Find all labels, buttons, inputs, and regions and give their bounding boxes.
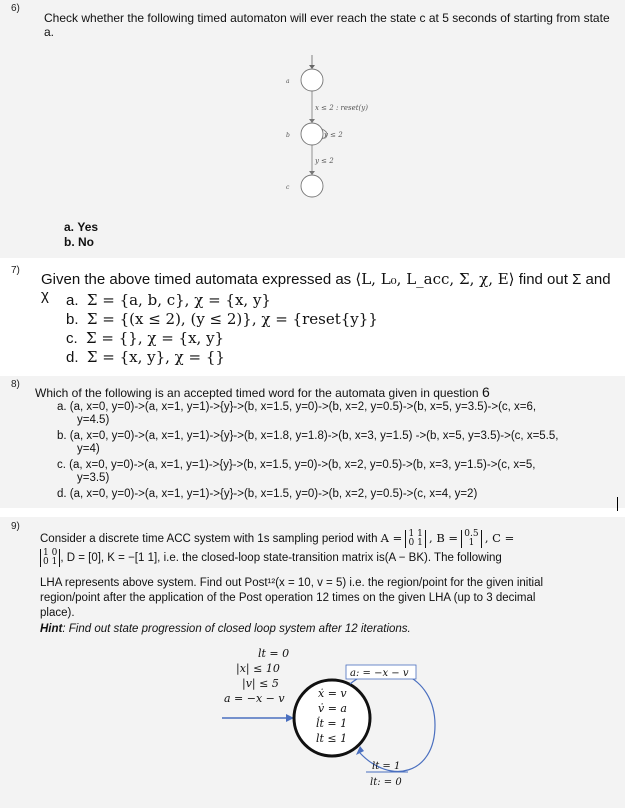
init-v: |v| ≤ 5: [242, 677, 279, 690]
state-c-label: c: [286, 184, 290, 191]
option-text-cont: y=4.5): [77, 414, 110, 426]
flow-v: v̇ = a: [318, 702, 347, 715]
option-text: (a, x=0, y=0)->(a, x=1, y=1)->{y}->(b, x=1.5, y=0)->(b, x=2, y=0.5)->(b, x=3, y=1.5)->(c, x=5,: [69, 459, 536, 471]
state-a: [301, 69, 323, 91]
init-lt: lt = 0: [258, 647, 290, 660]
init-a: a = −x − v: [224, 692, 285, 705]
question-6-prompt: Check whether the following timed automaton will ever reach the state c at 5 seconds of starting from state a.: [44, 11, 610, 39]
state-b: [301, 123, 323, 145]
question-8-prompt: Which of the following is an accepted timed word for the automata given in question 6: [35, 384, 490, 400]
init-x: |x| ≤ 10: [236, 662, 280, 675]
edge-ab-label: x ≤ 2 : reset(y): [315, 104, 368, 112]
state-a-label: a: [286, 78, 290, 85]
lha-diagram: [210, 645, 440, 805]
flow-x: ẋ = v: [318, 687, 347, 700]
option-a[interactable]: a. (a, x=0, y=0)->(a, x=1, y=1)->{y}->(b, x=1.5, y=0)->(b, x=2, y=0.5)->(b, x=5, y=3.5)->(c, x=6, y=4.5): [57, 401, 537, 426]
edge-bc-label: y ≤ 2: [315, 157, 334, 165]
question-9-line2: 1 0 0 1 , D = [0], K = −[1 1], i.e. the closed-loop state-transition matrix is(A − BK). The following: [40, 549, 610, 567]
question-number: 6): [11, 3, 20, 14]
option-text: Σ = {}, χ = {x, y}: [86, 329, 225, 347]
question-9-line1: Consider a discrete time ACC system with 1s sampling period with A = 1 1 0 1 , B = 0.5 1 , C =: [40, 529, 515, 548]
question-9-hint: Hint: Find out state progression of closed loop system after 12 iterations.: [40, 623, 411, 635]
question-9-line3: LHA represents above system. Find out Post¹²(x = 10, v = 5) i.e. the region/point for the given initial: [40, 577, 544, 589]
guard-lt: lt = 1: [372, 761, 401, 772]
question-reference: 6: [481, 384, 490, 400]
matrix-c: 1 0 0 1: [40, 549, 60, 567]
option-a[interactable]: a. Yes: [64, 220, 99, 234]
state-b-label: b: [286, 132, 290, 139]
reset-lt: lt: = 0: [370, 777, 402, 788]
option-text: (a, x=0, y=0)->(a, x=1, y=1)->{y}->(b, x=1.5, y=0)->(b, x=2, y=0.5)->(c, x=4, y=2): [69, 488, 478, 500]
option-c[interactable]: c. (a, x=0, y=0)->(a, x=1, y=1)->{y}->(b, x=1.5, y=0)->(b, x=2, y=0.5)->(b, x=3, y=1.5)->(c, x=5, y=3.5): [57, 459, 536, 484]
option-b[interactable]: b. No: [64, 235, 95, 249]
invariant-lt: lt ≤ 1: [316, 732, 348, 745]
matrix-b: 0.5 1: [461, 530, 481, 548]
option-text: No: [78, 235, 95, 249]
option-d[interactable]: d. (a, x=0, y=0)->(a, x=1, y=1)->{y}->(b, x=1.5, y=0)->(b, x=2, y=0.5)->(c, x=4, y=2): [57, 488, 478, 500]
option-text-cont: y=4): [77, 443, 100, 455]
matrix-a: 1 1 0 1: [405, 530, 425, 548]
option-b[interactable]: b. (a, x=0, y=0)->(a, x=1, y=1)->{y}->(b, x=1.8, y=1.8)->(b, x=3, y=1.5) ->(b, x=5, y=3.5)->(c, x=5.5, y=4): [57, 430, 559, 455]
self-loop-b-label: y ≤ 2: [324, 131, 343, 139]
reset-a: a: = −x − v: [350, 668, 409, 679]
flow-lt: l̇t = 1: [316, 717, 348, 730]
state-c: [301, 175, 323, 197]
question-9-line5: place).: [40, 607, 75, 619]
option-text: Σ = {a, b, c}, χ = {x, y}: [86, 291, 271, 309]
option-b[interactable]: b. Σ = {(x ≤ 2), (y ≤ 2)}, χ = {reset{y}}: [66, 310, 378, 328]
option-a[interactable]: a. Σ = {a, b, c}, χ = {x, y}: [66, 291, 271, 309]
tuple-notation: ⟨L, L₀, L_acc, Σ, χ, E⟩: [355, 270, 515, 288]
option-c[interactable]: c. Σ = {}, χ = {x, y}: [66, 329, 225, 347]
question-number: 9): [11, 521, 20, 532]
option-text: Σ = {x, y}, χ = {}: [86, 348, 225, 366]
option-text: Σ = {(x ≤ 2), (y ≤ 2)}, χ = {reset{y}}: [86, 310, 378, 328]
option-text: (a, x=0, y=0)->(a, x=1, y=1)->{y}->(b, x=1.8, y=1.8)->(b, x=3, y=1.5) ->(b, x=5, y=3.5)->(c, x=5.5,: [69, 430, 559, 442]
question-7-prompt: Given the above timed automata expressed as ⟨L, L₀, L_acc, Σ, χ, E⟩ find out Σ and χ: [41, 270, 611, 304]
question-number: 7): [11, 265, 20, 276]
question-9-line4: region/point after the application of the Post operation 12 times on the given LHA (up to 3 decimal: [40, 592, 536, 604]
text-cursor: [617, 497, 618, 511]
question-number: 8): [11, 379, 20, 390]
option-text-cont: y=3.5): [77, 472, 110, 484]
option-text: (a, x=0, y=0)->(a, x=1, y=1)->{y}->(b, x=1.5, y=0)->(b, x=2, y=0.5)->(b, x=5, y=3.5)->(c, x=6,: [69, 401, 537, 413]
timed-automaton-diagram: [250, 55, 410, 205]
option-d[interactable]: d. Σ = {x, y}, χ = {}: [66, 348, 225, 366]
option-text: Yes: [77, 220, 99, 234]
